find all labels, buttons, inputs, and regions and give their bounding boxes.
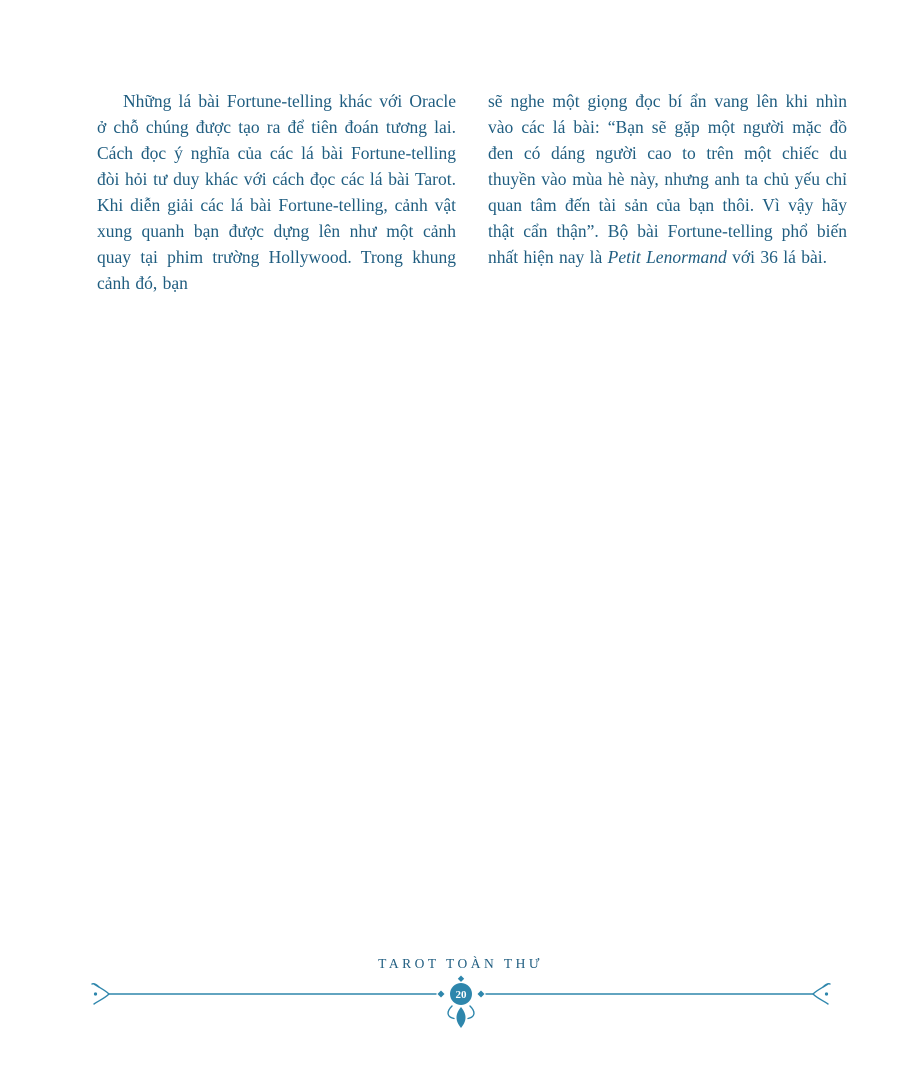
- right-column-paragraph: [488, 88, 847, 296]
- page-footer: [0, 956, 921, 1032]
- book-name-italic: Petit Lenormand: [607, 247, 727, 267]
- running-footer-title: TAROT TOÀN THƯ: [378, 956, 543, 971]
- text-columns: [97, 88, 847, 296]
- diamond-left-icon: [437, 991, 444, 998]
- diamond-right-icon: [477, 991, 484, 998]
- ornamental-divider: [91, 974, 831, 1032]
- right-paragraph-text-after-italic: với 36 lá bài.: [726, 247, 828, 267]
- right-paragraph-text-before-italic: sẽ nghe một giọng đọc bí ẩn vang lên khi nhìn vào các lá bài: “Bạn sẽ gặp một người mặc đồ đen có dáng người cao to trên một chiếc du thuyền vào mùa hè này, nhưng anh ta chủ yếu chỉ quan tâm đến tài sản của bạn thôi. Vì vậy hãy thật cẩn thận”. Bộ bài Fortune-telling phổ biến nhất hiện nay là: [488, 91, 847, 267]
- fleur-ornament-icon: [448, 1006, 474, 1028]
- left-column-paragraph: Những lá bài Fortune-telling khác với Oracle ở chỗ chúng được tạo ra để tiên đoán tương lai. Cách đọc ý nghĩa của các lá bài Fortune-telling đòi hỏi tư duy khác với cách đọc các lá bài Tarot. Khi diễn giải các lá bài Fortune-telling, cảnh vật xung quanh bạn được dựng lên như một cảnh quay tại phim trường Hollywood. Trong khung cảnh đó, bạn: [97, 91, 456, 293]
- page-number: 20: [455, 989, 466, 1001]
- diamond-top-icon: [457, 976, 463, 982]
- flourish-right-icon: [813, 984, 830, 1004]
- flourish-left-icon: [92, 984, 109, 1004]
- page-number-medallion: [450, 983, 472, 1005]
